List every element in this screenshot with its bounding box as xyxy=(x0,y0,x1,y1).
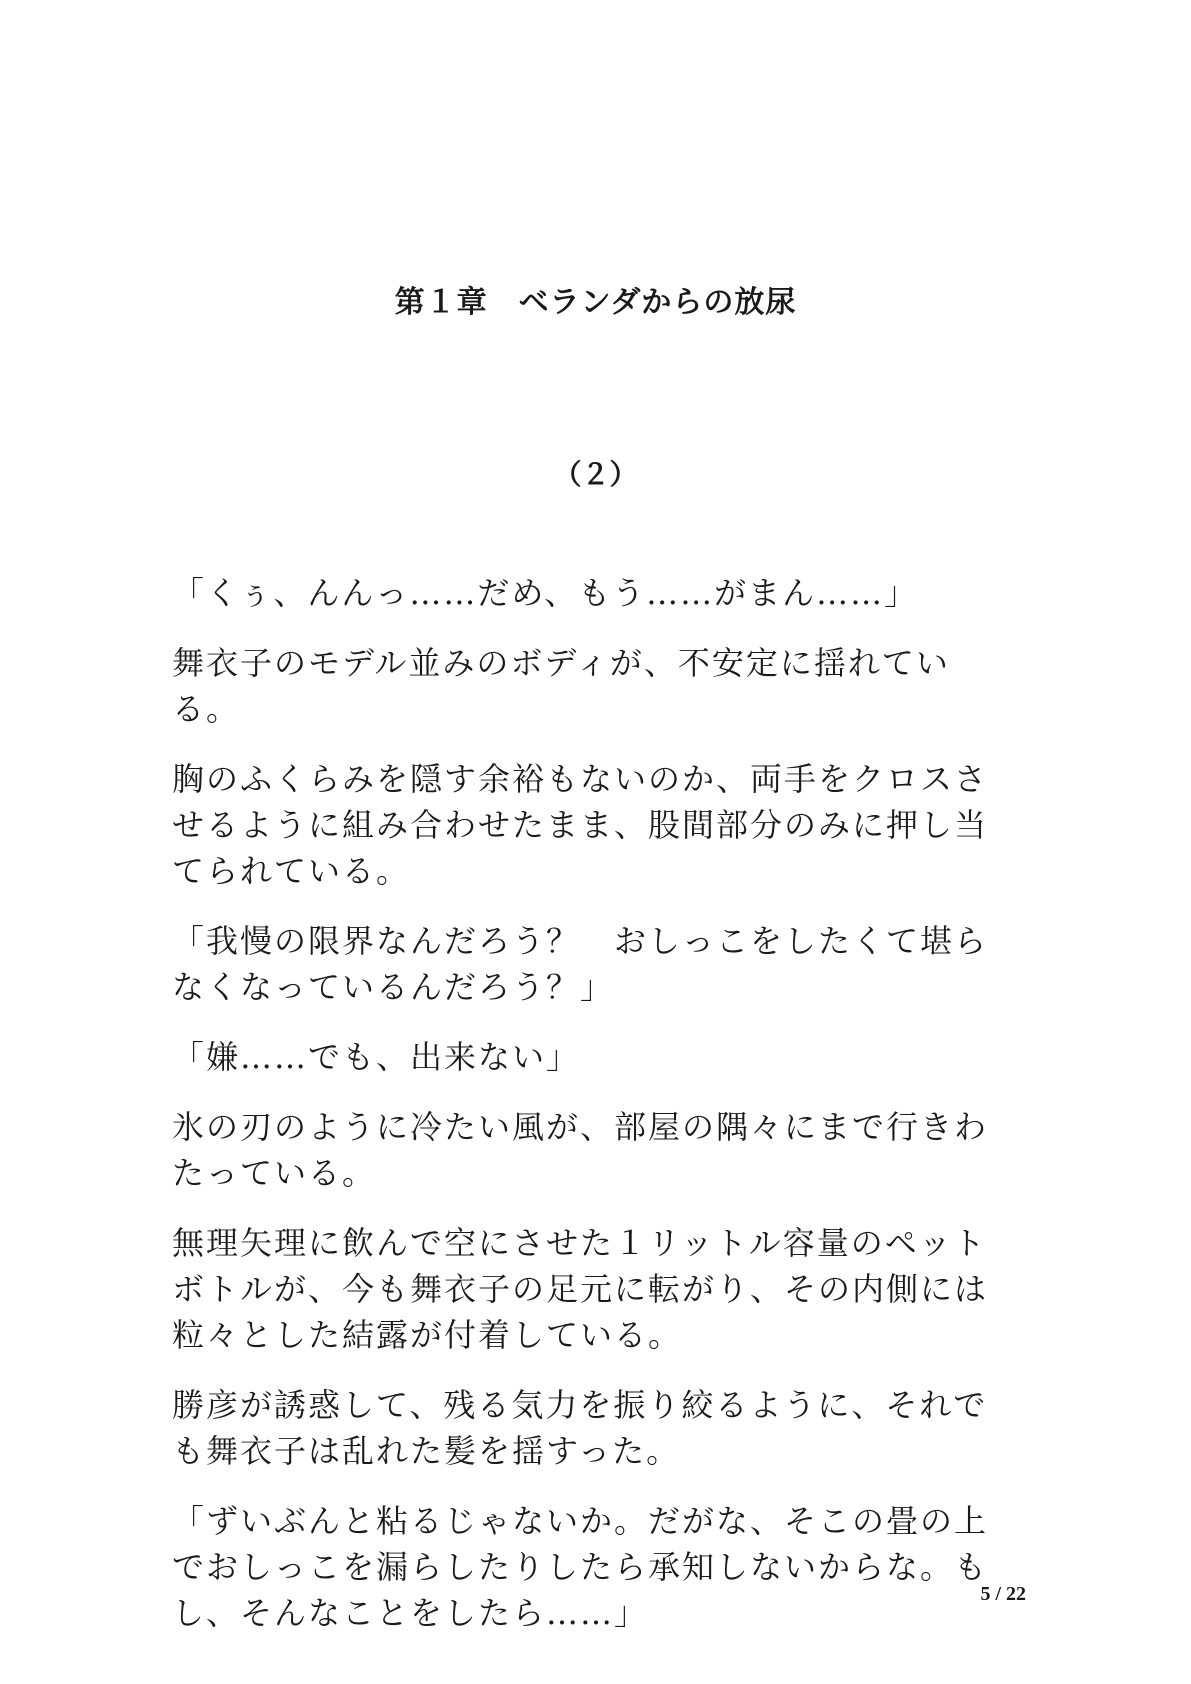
paragraph: 「我慢の限界なんだろう？ おしっこをしたくて堪らなくなっているんだろう？」 xyxy=(172,922,989,1006)
body-text xyxy=(172,570,1012,1660)
paragraph: 「嫌……でも、出来ない」 xyxy=(172,1038,581,1076)
page-number: 5 / 22 xyxy=(980,1583,1026,1605)
paragraph: 胸のふくらみを隠す余裕もないのか、両手をクロスさせるように組み合わせたまま、股間部分のみに押し当てられている。 xyxy=(172,760,989,890)
paragraph: 「ずいぶんと粘るじゃないか。だがな、そこの畳の上でおしっこを漏らしたりしたら承知しないからな。もし、そんなことをしたら……」 xyxy=(172,1502,989,1632)
section-title: （２） xyxy=(553,458,638,491)
paragraph: 「くぅ、んんっ……だめ、もう……がまん……」 xyxy=(172,574,919,612)
paragraph: 無理矢理に飲んで空にさせた１リットル容量のペットボトルが、今も舞衣子の足元に転がり、その内側には粒々とした結露が付着している。 xyxy=(172,1224,989,1354)
paragraph: 氷の刃のように冷たい風が、部屋の隅々にまで行きわたっている。 xyxy=(172,1108,989,1192)
chapter-title: 第１章 ベランダからの放尿 xyxy=(394,285,797,320)
paragraph: 勝彦が誘惑して、残る気力を振り絞るように、それでも舞衣子は乱れた髪を揺すった。 xyxy=(172,1386,988,1470)
paragraph: 舞衣子のモデル並みのボディが、不安定に揺れている。 xyxy=(172,644,950,728)
